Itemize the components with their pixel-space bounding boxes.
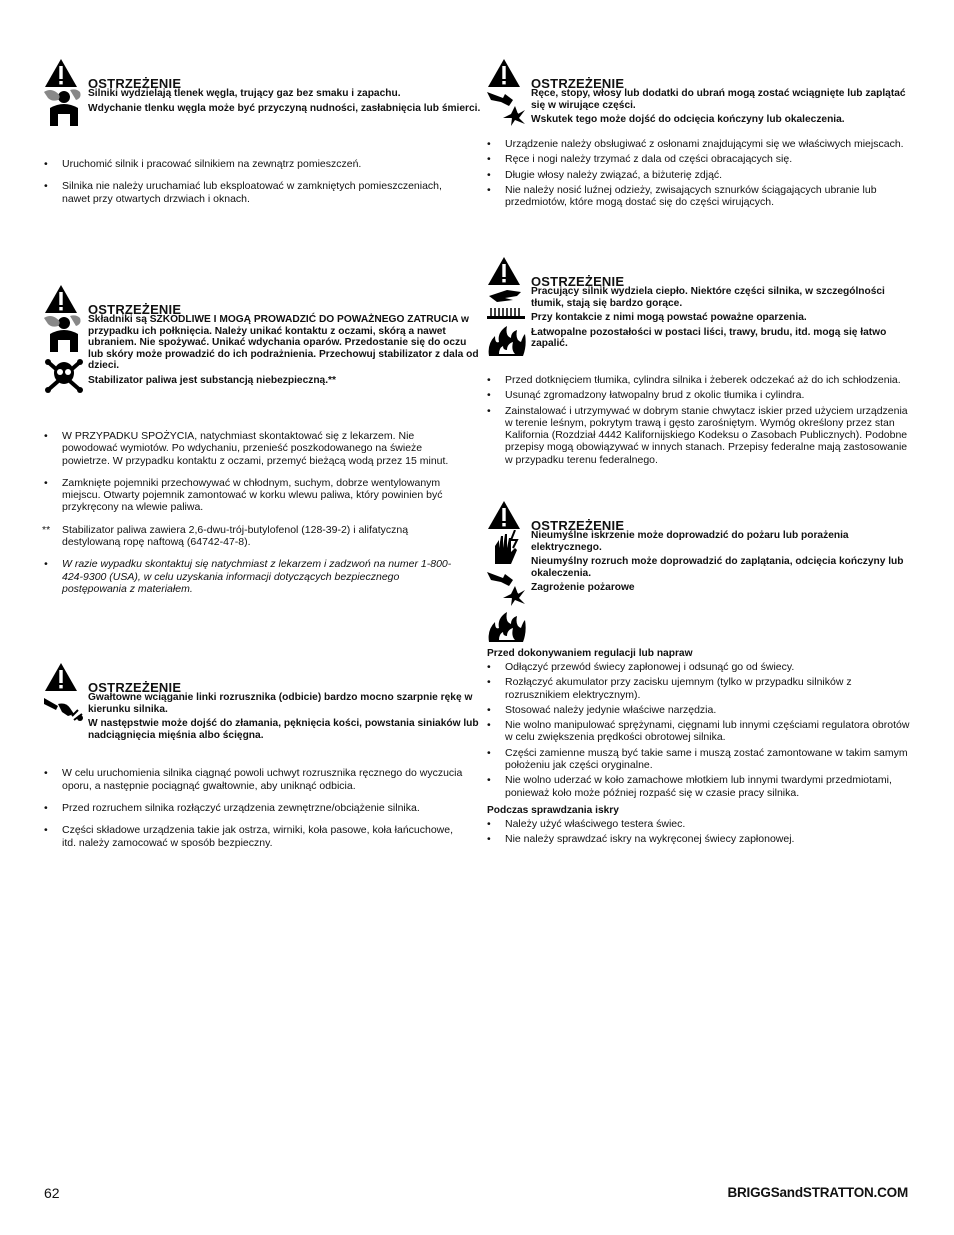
warning-triangle-icon	[487, 256, 521, 286]
list-item: • Urządzenie należy obsługiwać z osłonami znajdującymi się we właściwych miejscach.	[487, 138, 917, 150]
warning-fuel-stabilizer	[44, 284, 484, 605]
warning-text: Nieumyślny rozruch może doprowadzić do zaplątania, odcięcia kończyny lub okaleczenia.	[531, 556, 904, 579]
kickback-icon	[44, 692, 84, 722]
list-item: • Zainstalować i utrzymywać w dobrym stanie chwytacz iskier przed użyciem urządzenia w terenie leśnym, pokrytym trawą i gęsto zarośniętym. Wymóg określony przez stan Kalifornia (Rozdział 4442 Kalifornijskiego Kodeksu o Zasobach Publicznych). Podobne przepisy mogą obowiązywać w innych stanach. Przepisy federalne mają zastosowanie w przypadku terenu federalnego.	[487, 405, 917, 466]
warning-title: OSTRZEŻENIE	[88, 302, 182, 317]
warning-text: Łatwopalne pozostałości w postaci liści, trawy, brudu, itd. mogą się łatwo zapalić.	[531, 326, 887, 350]
warning-text: Stabilizator paliwa jest substancją niebezpieczną.**	[88, 374, 336, 386]
list-item: • Nie należy nosić luźnej odzieży, zwisających sznurków ściągających ubranie lub przedmiotów, które mogą dostać się do części wirujących.	[487, 184, 917, 209]
toxic-gas-icon	[44, 314, 84, 352]
bullet-list	[487, 138, 917, 208]
list-item: • Odłączyć przewód świecy zapłonowej i odsunąć go od świecy.	[487, 661, 917, 673]
list-item: • Uruchomić silnik i pracować silnikiem na zewnątrz pomieszczeń.	[44, 158, 464, 170]
warning-title: OSTRZEŻENIE	[531, 518, 625, 533]
section-subheading: Przed dokonywaniem regulacji lub napraw	[487, 648, 693, 659]
warning-text: Składniki są SZKODLIWE I MOGĄ PROWADZIĆ DO POWAŻNEGO ZATRUCIA w przypadku ich połknięcia. Należy unikać kontaktu z oczami, skórą a nawet ubraniem. Nie spożywać. Unikać wdychania oparów. Przedostanie się do oczu lub skóry może prowadzić do ich podrażnienia. Przechowuj stabilizator z dala od dzieci.	[88, 314, 479, 372]
warning-text: Wskutek tego może dojść do odcięcia kończyny lub okaleczenia.	[531, 114, 845, 126]
warning-text: Przy kontakcie z nimi mogą powstać poważne oparzenia.	[531, 312, 807, 324]
brand-url: BRIGGSandSTRATTON.COM	[727, 1185, 908, 1200]
warning-triangle-icon	[487, 58, 521, 88]
hot-surface-icon	[487, 286, 527, 320]
list-item: • Nie należy sprawdzać iskry na wykręconej świecy zapłonowej.	[487, 833, 917, 845]
fire-icon	[487, 610, 527, 642]
bullet-list	[44, 430, 464, 595]
list-item: • W PRZYPADKU SPOŻYCIA, natychmiast skontaktować się z lekarzem. Nie powodować wymiotów. Po wdychaniu, przenieść poszkodowanego na świeże powietrze. W przypadku kontaktu z oczami, przemyć bieżącą wodą przez 15 minut.	[44, 430, 464, 467]
fire-icon	[487, 324, 527, 356]
rotating-parts-icon	[487, 88, 527, 126]
list-item: • Silnika nie należy uruchamiać lub eksploatować w zamkniętych pomieszczeniach, nawet przy otwartych drzwiach i oknach.	[44, 180, 464, 205]
footnote-item: ** Stabilizator paliwa zawiera 2,6-dwu-trój-butylofenol (128-39-2) i alifatyczną destylowaną ropę naftową (64742-47-8).	[44, 524, 464, 549]
list-item: • Rozłączyć akumulator przy zacisku ujemnym (tylko w przypadku silników z rozrusznikiem elektrycznym).	[487, 676, 917, 701]
warning-triangle-icon	[44, 662, 78, 692]
list-item: • W razie wypadku skontaktuj się natychmiast z lekarzem i zadzwoń na numer 1-800-424-9300 (USA), w celu uzyskania informacji dotyczących bezpiecznego postępowania z materiałem.	[44, 558, 464, 595]
warning-kickback	[44, 662, 484, 859]
list-item: • Długie włosy należy związać, a biżuterię zdjąć.	[487, 169, 917, 181]
list-item: • Stosować należy jedynie właściwe narzędzia.	[487, 704, 917, 716]
list-item: • Nie wolno uderzać w koło zamachowe młotkiem lub innymi twardymi przedmiotami, ponieważ koło może później rozpaść się w czasie pracy silnika.	[487, 774, 917, 799]
bullet-list	[487, 661, 917, 799]
rotating-parts-icon	[487, 568, 527, 606]
warning-title: OSTRZEŻENIE	[531, 76, 625, 91]
warning-title: OSTRZEŻENIE	[88, 76, 182, 91]
list-item: • Nie wolno manipulować sprężynami, cięgnami lub innymi częściami regulatora obrotów w celu zwiększenia prędkości obrotowej silnika.	[487, 719, 917, 744]
warning-triangle-icon	[487, 500, 521, 530]
bullet-list	[44, 767, 464, 848]
skull-crossbones-icon	[44, 356, 84, 394]
warning-title: OSTRZEŻENIE	[88, 680, 182, 695]
warning-carbon-monoxide	[44, 58, 484, 215]
list-item: • Przed dotknięciem tłumika, cylindra silnika i żeberek odczekać aż do ich schłodzenia.	[487, 374, 917, 386]
list-item: • Należy użyć właściwego testera świec.	[487, 818, 917, 830]
warning-triangle-icon	[44, 284, 78, 314]
list-item: • Części zamienne muszą być takie same i muszą zostać zamontowane w takim samym położeniu jak części oryginalne.	[487, 747, 917, 772]
warning-text: Pracujący silnik wydziela ciepło. Niektóre części silnika, w szczególności tłumik, stają się bardzo gorące.	[531, 286, 885, 309]
list-item: • Usunąć zgromadzony łatwopalny brud z okolic tłumika i cylindra.	[487, 389, 917, 401]
bullet-list	[487, 818, 917, 846]
warning-text: Nieumyślne iskrzenie może doprowadzić do pożaru lub porażenia elektrycznego.	[531, 530, 849, 553]
warning-title: OSTRZEŻENIE	[531, 274, 625, 289]
warning-hot-surface	[487, 256, 917, 469]
page-number: 62	[44, 1185, 60, 1201]
bullet-list	[487, 374, 917, 466]
list-item: • W celu uruchomienia silnika ciągnąć powoli uchwyt rozrusznika ręcznego do wyczucia oporu, a następnie pociągnąć gwałtownie, aby uniknąć odbicia.	[44, 767, 464, 792]
warning-text: Zagrożenie pożarowe	[531, 582, 635, 594]
warning-text: Ręce, stopy, włosy lub dodatki do ubrań mogą zostać wciągnięte lub zaplątać się w wirujące części.	[531, 88, 906, 111]
warning-text: Silniki wydzielają tlenek węgla, trujący gaz bez smaku i zapachu.	[88, 88, 401, 99]
toxic-gas-icon	[44, 88, 84, 126]
warning-text: W następstwie może dojść do złamania, pęknięcia kości, powstania siniaków lub nadciągnięcia mięśnia albo ścięgna.	[88, 718, 479, 741]
list-item: • Przed rozruchem silnika rozłączyć urządzenia zewnętrzne/obciążenie silnika.	[44, 802, 464, 814]
list-item: • Zamknięte pojemniki przechowywać w chłodnym, suchym, dobrze wentylowanym miejscu. Otwarty pojemnik zamontować w korku wlewu paliwa, który powinien być przykręcony na wlewie paliwa.	[44, 477, 464, 514]
section-subheading: Podczas sprawdzania iskry	[487, 804, 619, 816]
warning-sparking	[487, 500, 917, 849]
warning-text: Gwałtowne wciąganie linki rozrusznika (odbicie) bardzo mocno szarpnie rękę w kierunku silnika.	[88, 692, 473, 715]
warning-triangle-icon	[44, 58, 78, 88]
bullet-list	[44, 158, 464, 205]
warning-text: Wdychanie tlenku węgla może być przyczyną nudności, zasłabnięcia lub śmierci.	[88, 102, 481, 114]
list-item: • Części składowe urządzenia takie jak ostrza, wirniki, koła pasowe, koła łańcuchowe, itd. należy zamocować w sposób bezpieczny.	[44, 824, 464, 849]
warning-rotating-parts	[487, 58, 917, 211]
electric-shock-icon	[487, 530, 527, 564]
list-item: • Ręce i nogi należy trzymać z dala od części obracających się.	[487, 153, 917, 165]
